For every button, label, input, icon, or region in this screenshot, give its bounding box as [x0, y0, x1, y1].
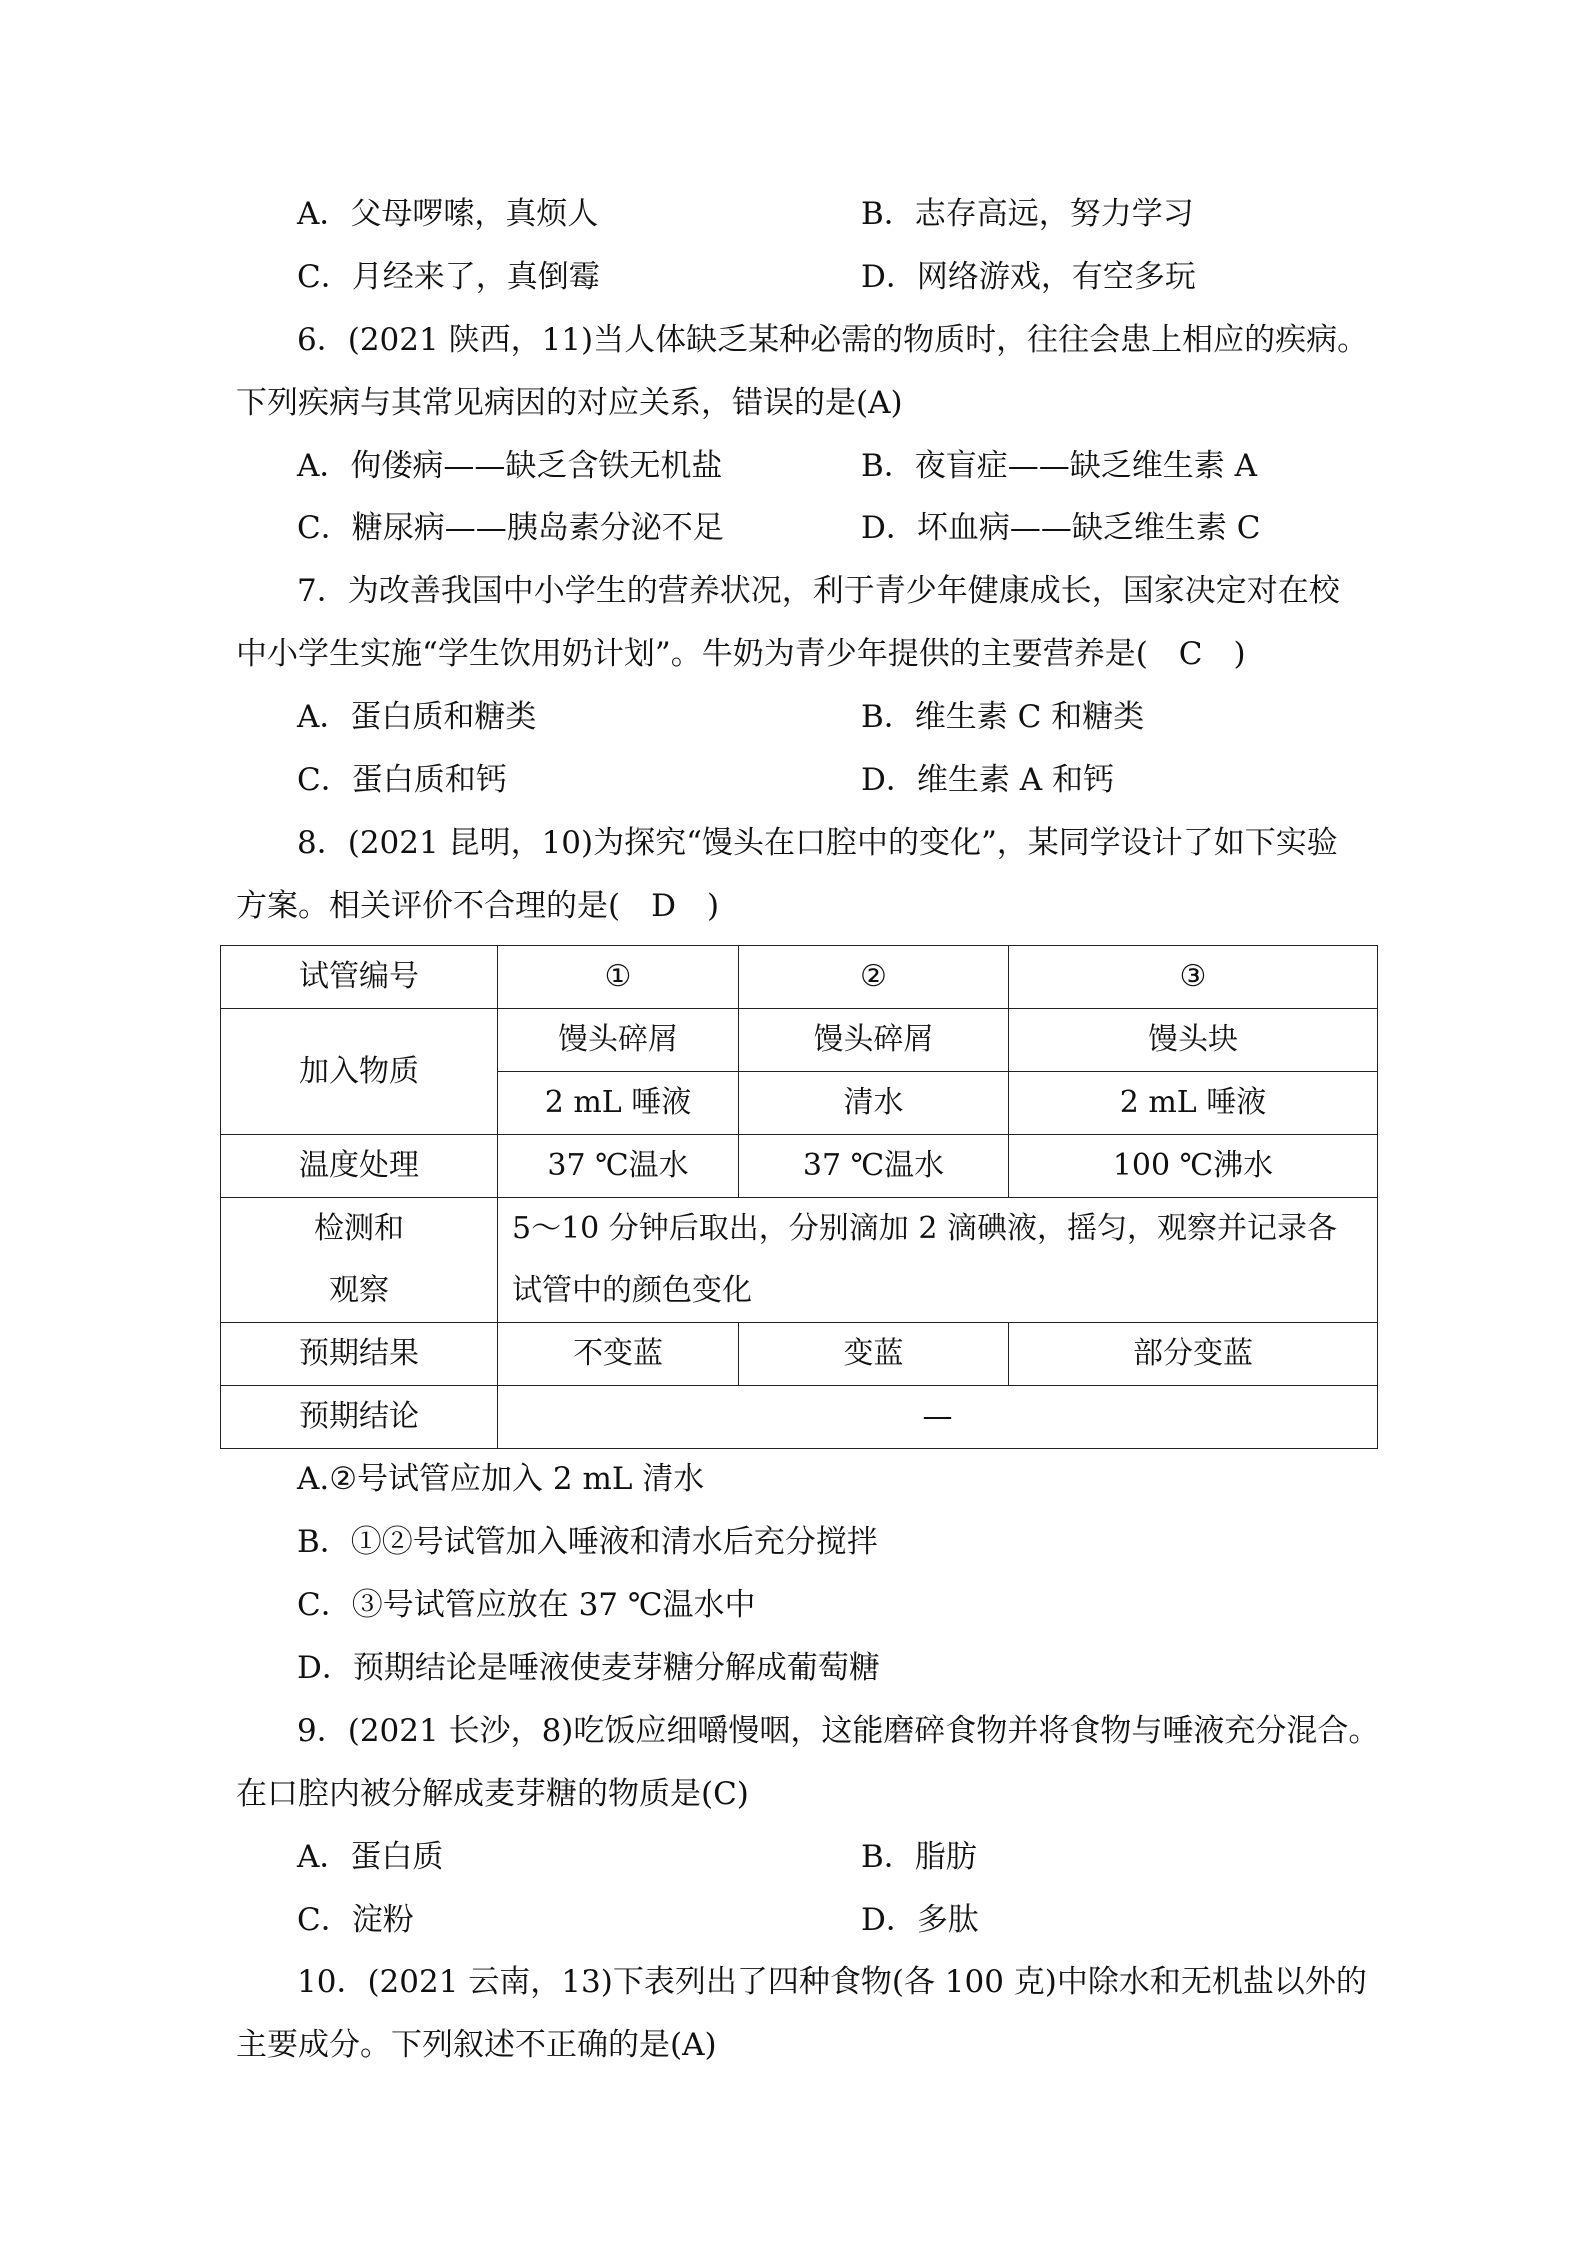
- q6-stem-line1: 6．(2021 陕西，11)当人体缺乏某种必需的物质时，往往会患上相应的疾病。: [297, 322, 1369, 358]
- table-cell: 馒头碎屑: [498, 1009, 739, 1072]
- table-cell: 清水: [739, 1072, 1009, 1135]
- table-cell: [221, 1198, 498, 1323]
- table-cell: 试管编号: [221, 946, 498, 1009]
- table-cell: 2 mL 唾液: [1009, 1072, 1378, 1135]
- experiment-table: [220, 945, 1378, 1449]
- q8-option-d: D．预期结论是唾液使麦芽糖分解成葡萄糖: [297, 1650, 880, 1686]
- q10-stem-line1: 10．(2021 云南，13)下表列出了四种食物(各 100 克)中除水和无机盐以外的: [297, 1964, 1367, 2000]
- table-cell: 预期结论: [221, 1386, 498, 1449]
- table-cell: 37 ℃温水: [498, 1135, 739, 1198]
- detect-text-line2: 试管中的颜色变化: [512, 1273, 752, 1308]
- q6-option-d: D．坏血病——缺乏维生素 C: [861, 510, 1261, 546]
- q7-stem-line2: 中小学生实施“学生饮用奶计划”。牛奶为青少年提供的主要营养是( C ): [236, 636, 1246, 672]
- table-cell: 馒头块: [1009, 1009, 1378, 1072]
- q8-stem-line2: 方案。相关评价不合理的是( D ): [236, 888, 720, 924]
- q5-option-d: D．网络游戏，有空多玩: [861, 259, 1196, 295]
- q8-option-a: A.②号试管应加入 2 mL 清水: [297, 1461, 705, 1497]
- q9-option-d: D．多肽: [861, 1902, 979, 1938]
- q8-option-b: B．①②号试管加入唾液和清水后充分搅拌: [297, 1524, 878, 1560]
- q9-stem-line2: 在口腔内被分解成麦芽糖的物质是(C): [236, 1776, 749, 1812]
- table-row: [221, 1135, 1378, 1198]
- table-cell: ②: [739, 946, 1009, 1009]
- q5-option-a: A．父母啰嗦，真烦人: [297, 196, 599, 232]
- q9-option-b: B．脂肪: [861, 1839, 977, 1875]
- q10-stem-line2: 主要成分。下列叙述不正确的是(A): [236, 2027, 717, 2063]
- table-row: [221, 1323, 1378, 1386]
- table-cell: —: [498, 1386, 1378, 1449]
- q5-option-c: C．月经来了，真倒霉: [297, 259, 600, 295]
- detect-text-line1: 5～10 分钟后取出，分别滴加 2 滴碘液，摇匀，观察并记录各: [512, 1211, 1337, 1246]
- table-row: [221, 1386, 1378, 1449]
- q5-option-b: B．志存高远，努力学习: [861, 196, 1194, 232]
- q8-stem-line1: 8．(2021 昆明，10)为探究“馒头在口腔中的变化”，某同学设计了如下实验: [297, 825, 1338, 861]
- q6-stem-line2: 下列疾病与其常见病因的对应关系，错误的是(A): [236, 385, 903, 421]
- table-cell: 2 mL 唾液: [498, 1072, 739, 1135]
- table-cell: 加入物质: [221, 1009, 498, 1135]
- table-cell: 100 ℃沸水: [1009, 1135, 1378, 1198]
- q7-option-d: D．维生素 A 和钙: [861, 762, 1114, 798]
- q9-option-a: A．蛋白质: [297, 1839, 444, 1875]
- table-cell: 37 ℃温水: [739, 1135, 1009, 1198]
- table-cell: ①: [498, 946, 739, 1009]
- q6-option-c: C．糖尿病——胰岛素分泌不足: [297, 510, 724, 546]
- table-cell: 馒头碎屑: [739, 1009, 1009, 1072]
- table-row: [221, 1009, 1378, 1072]
- table-cell: 预期结果: [221, 1323, 498, 1386]
- table-cell: 变蓝: [739, 1323, 1009, 1386]
- table-cell: 不变蓝: [498, 1323, 739, 1386]
- detect-label-line1: 检测和: [314, 1211, 404, 1246]
- table-cell: [498, 1198, 1378, 1323]
- table-row: [221, 1198, 1378, 1323]
- q7-stem-line1: 7．为改善我国中小学生的营养状况，利于青少年健康成长，国家决定对在校: [297, 573, 1340, 609]
- table-cell: 部分变蓝: [1009, 1323, 1378, 1386]
- q6-option-a: A．佝偻病——缺乏含铁无机盐: [297, 448, 723, 484]
- q7-option-c: C．蛋白质和钙: [297, 762, 507, 798]
- table-cell: ③: [1009, 946, 1378, 1009]
- q7-option-b: B．维生素 C 和糖类: [861, 699, 1145, 735]
- q9-stem-line1: 9．(2021 长沙，8)吃饭应细嚼慢咽，这能磨碎食物并将食物与唾液充分混合。: [297, 1713, 1380, 1749]
- table-cell: 温度处理: [221, 1135, 498, 1198]
- q9-option-c: C．淀粉: [297, 1902, 414, 1938]
- q6-option-b: B．夜盲症——缺乏维生素 A: [861, 448, 1258, 484]
- detect-label-line2: 观察: [329, 1273, 389, 1308]
- q8-option-c: C．③号试管应放在 37 ℃温水中: [297, 1587, 756, 1623]
- table-row: [221, 946, 1378, 1009]
- q7-option-a: A．蛋白质和糖类: [297, 699, 537, 735]
